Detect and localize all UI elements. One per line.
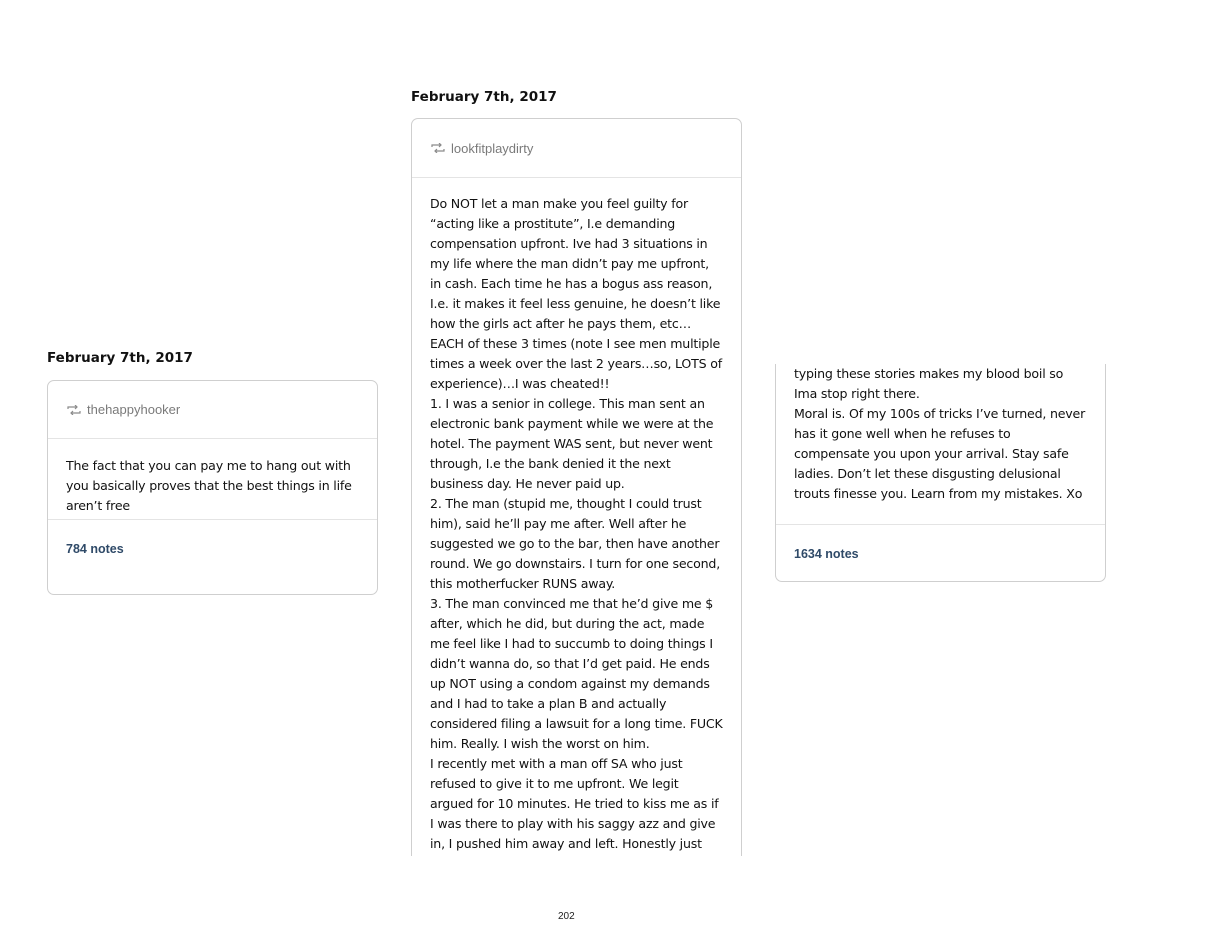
post-card [47, 380, 378, 595]
page-number: 202 [558, 911, 575, 922]
post-notes[interactable]: 784 notes [48, 519, 377, 577]
post-text: The fact that you can pay me to hang out with you basically proves that the best things in life aren’t free [66, 458, 352, 513]
post-card [411, 118, 742, 856]
post-body [412, 178, 741, 854]
post-username[interactable]: lookfitplaydirty [451, 140, 534, 156]
post-username[interactable]: thehappyhooker [87, 402, 181, 417]
reblog-icon [67, 405, 81, 415]
post-paragraph: 3. The man convinced me that he’d give me $ after, which he did, but during the act, made me feel like I had to succumb to doing things I didn’t wanna do, so that I’d get paid. He ends up NOT using a condom against my demands and I had to take a plan B and actually considered filing a lawsuit for a long time. FUCK him. Really. I wish the worst on him. [430, 596, 723, 751]
post-notes[interactable]: 1634 notes [776, 524, 1105, 582]
post-header [48, 381, 377, 439]
post-date: February 7th, 2017 [47, 350, 193, 366]
post-paragraph: 1. I was a senior in college. This man sent an electronic bank payment while we were at the hotel. The payment WAS sent, but never went through, I.e the bank denied it the next business day. He never paid up. [430, 396, 714, 491]
post-body [776, 364, 1105, 524]
post-date: February 7th, 2017 [411, 89, 557, 105]
post-paragraph: Do NOT let a man make you feel guilty for “acting like a prostitute”, I.e demanding compensation upfront. Ive had 3 situations in my life where the man didn’t pay me upfront, in cash. Each time he has a bogus ass reason, I.e. it makes it feel less genuine, he doesn’t like how the girls act after he pays them, etc…EACH of these 3 times (note I see men multiple times a week over the last 2 years…so, LOTS of experience)…I was cheated!! [430, 196, 722, 391]
post-header [412, 119, 741, 178]
post-body [48, 439, 377, 519]
post-paragraph: typing these stories makes my blood boil so Ima stop right there. [794, 366, 1064, 401]
post-paragraph: 2. The man (stupid me, thought I could trust him), said he’ll pay me after. Well after he suggested we go to the bar, then have another round. We go downstairs. I turn for one second, this motherfucker RUNS away. [430, 496, 721, 591]
post-paragraph: I recently met with a man off SA who just refused to give it to me upfront. We legit argued for 10 minutes. He tried to kiss me as if I was there to play with his saggy azz and give in, I pushed him away and left. Honestly just [430, 756, 719, 851]
reblog-icon [431, 143, 445, 153]
post-card-continued [775, 364, 1106, 582]
post-paragraph: Moral is. Of my 100s of tricks I’ve turned, never has it gone well when he refuses to compensate you upon your arrival. Stay safe ladies. Don’t let these disgusting delusional trouts finesse you. Learn from my mistakes. Xo [794, 406, 1086, 501]
